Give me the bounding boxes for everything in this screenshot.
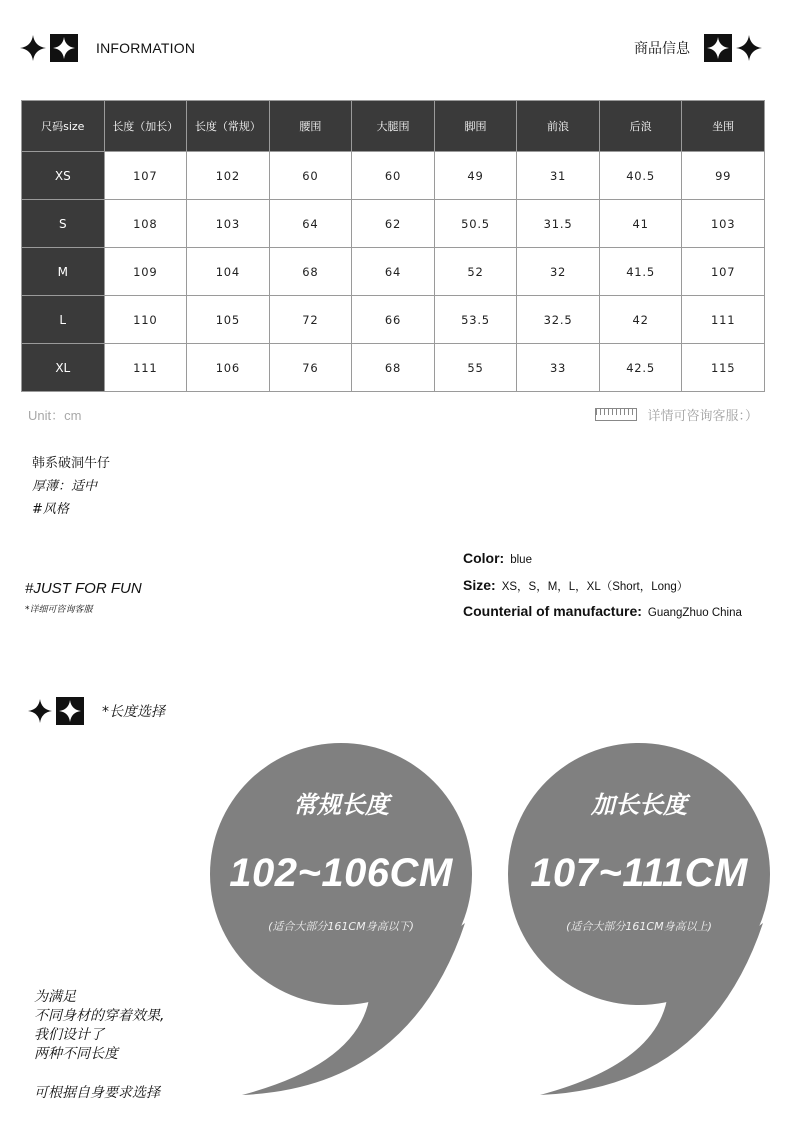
four-point-star-icon bbox=[736, 35, 762, 61]
section-title-cn: 商品信息 bbox=[634, 41, 690, 57]
four-point-star-icon bbox=[20, 35, 46, 61]
length-note: (适合大部分161CM身高以下) bbox=[268, 920, 414, 933]
table-cell: 111 bbox=[104, 344, 187, 392]
table-cell: 111 bbox=[682, 296, 765, 344]
spec-origin bbox=[463, 599, 742, 626]
table-row bbox=[22, 344, 765, 392]
table-cell: 31.5 bbox=[517, 200, 600, 248]
table-cell: 76 bbox=[269, 344, 352, 392]
length-section-title: *长度选择 bbox=[102, 704, 165, 720]
length-note: (适合大部分161CM身高以上) bbox=[566, 920, 712, 933]
contact-note bbox=[595, 405, 758, 424]
table-cell: 32.5 bbox=[517, 296, 600, 344]
length-range: 102~106CM bbox=[229, 851, 453, 895]
table-cell: 60 bbox=[269, 152, 352, 200]
column-header: 脚围 bbox=[434, 101, 517, 152]
table-cell: 41 bbox=[599, 200, 682, 248]
spec-value: blue bbox=[510, 554, 532, 566]
table-cell: 99 bbox=[682, 152, 765, 200]
column-header: 坐围 bbox=[682, 101, 765, 152]
spec-label: Color: bbox=[463, 550, 505, 566]
spec-size bbox=[463, 573, 742, 600]
boxed-star-icon bbox=[50, 34, 78, 62]
size-label: S bbox=[22, 200, 105, 248]
description-line: 厚薄：适中 bbox=[32, 479, 98, 494]
table-row bbox=[22, 200, 765, 248]
table-cell: 41.5 bbox=[599, 248, 682, 296]
table-cell: 53.5 bbox=[434, 296, 517, 344]
tagline-sub: *详细可咨询客服 bbox=[25, 605, 93, 615]
table-row bbox=[22, 296, 765, 344]
product-description bbox=[32, 452, 110, 521]
length-section-header bbox=[28, 697, 165, 725]
table-cell: 64 bbox=[269, 200, 352, 248]
header-right bbox=[634, 34, 762, 62]
table-cell: 42.5 bbox=[599, 344, 682, 392]
table-cell: 107 bbox=[104, 152, 187, 200]
column-header: 大腿围 bbox=[352, 101, 435, 152]
table-cell: 106 bbox=[187, 344, 270, 392]
table-cell: 68 bbox=[269, 248, 352, 296]
boxed-star-icon bbox=[56, 697, 84, 725]
table-cell: 68 bbox=[352, 344, 435, 392]
spec-label: Counterial of manufacture: bbox=[463, 603, 642, 619]
table-cell: 31 bbox=[517, 152, 600, 200]
table-cell: 32 bbox=[517, 248, 600, 296]
table-cell: 64 bbox=[352, 248, 435, 296]
column-header: 腰围 bbox=[269, 101, 352, 152]
tagline: #JUST FOR FUN bbox=[25, 580, 142, 597]
table-cell: 72 bbox=[269, 296, 352, 344]
long-length-card bbox=[508, 743, 770, 1098]
size-label: L bbox=[22, 296, 105, 344]
table-cell: 103 bbox=[187, 200, 270, 248]
column-header: 长度（加长） bbox=[104, 101, 187, 152]
size-label: XL bbox=[22, 344, 105, 392]
length-range: 107~111CM bbox=[530, 851, 748, 895]
table-cell: 103 bbox=[682, 200, 765, 248]
length-title: 加长长度 bbox=[591, 791, 687, 819]
table-cell: 42 bbox=[599, 296, 682, 344]
size-label: M bbox=[22, 248, 105, 296]
table-cell: 49 bbox=[434, 152, 517, 200]
table-cell: 110 bbox=[104, 296, 187, 344]
table-cell: 107 bbox=[682, 248, 765, 296]
table-cell: 104 bbox=[187, 248, 270, 296]
column-header: 尺码size bbox=[22, 101, 105, 152]
table-cell: 55 bbox=[434, 344, 517, 392]
table-row bbox=[22, 152, 765, 200]
spec-value: GuangZhuo China bbox=[647, 607, 742, 619]
contact-text: 详情可咨询客服：） bbox=[647, 409, 758, 424]
column-header: 前浪 bbox=[517, 101, 600, 152]
spec-value: XS，S，M，L，XL（Short，Long） bbox=[501, 580, 689, 593]
table-cell: 105 bbox=[187, 296, 270, 344]
table-cell: 50.5 bbox=[434, 200, 517, 248]
header-left bbox=[20, 34, 195, 62]
note-line: 为满足 bbox=[34, 989, 76, 1005]
table-header-row bbox=[22, 101, 765, 152]
note-line: 可根据自身要求选择 bbox=[34, 1085, 160, 1101]
product-specs bbox=[463, 546, 742, 626]
regular-length-card bbox=[210, 743, 472, 1098]
table-cell: 115 bbox=[682, 344, 765, 392]
size-table bbox=[21, 100, 765, 392]
table-cell: 102 bbox=[187, 152, 270, 200]
table-row bbox=[22, 248, 765, 296]
table-cell: 40.5 bbox=[599, 152, 682, 200]
note-line: 我们设计了 bbox=[34, 1027, 104, 1043]
note-line: 两种不同长度 bbox=[34, 1046, 118, 1062]
size-label: XS bbox=[22, 152, 105, 200]
table-cell: 33 bbox=[517, 344, 600, 392]
ruler-icon bbox=[595, 408, 637, 421]
unit-label: Unit：cm bbox=[28, 408, 82, 423]
description-line: #风格 bbox=[32, 502, 69, 517]
table-cell: 108 bbox=[104, 200, 187, 248]
length-title: 常规长度 bbox=[293, 791, 389, 819]
spec-color bbox=[463, 546, 742, 573]
note-line: 不同身材的穿着效果, bbox=[34, 1008, 165, 1024]
table-cell: 62 bbox=[352, 200, 435, 248]
length-explanation bbox=[34, 988, 164, 1103]
spec-label: Size: bbox=[463, 576, 496, 593]
four-point-star-icon bbox=[28, 699, 52, 723]
column-header: 后浪 bbox=[599, 101, 682, 152]
section-title: INFORMATION bbox=[96, 40, 196, 56]
column-header: 长度（常规） bbox=[187, 101, 270, 152]
table-cell: 52 bbox=[434, 248, 517, 296]
table-cell: 60 bbox=[352, 152, 435, 200]
table-cell: 66 bbox=[352, 296, 435, 344]
boxed-star-icon bbox=[704, 34, 732, 62]
table-cell: 109 bbox=[104, 248, 187, 296]
description-line: 韩系破洞牛仔 bbox=[32, 456, 111, 471]
